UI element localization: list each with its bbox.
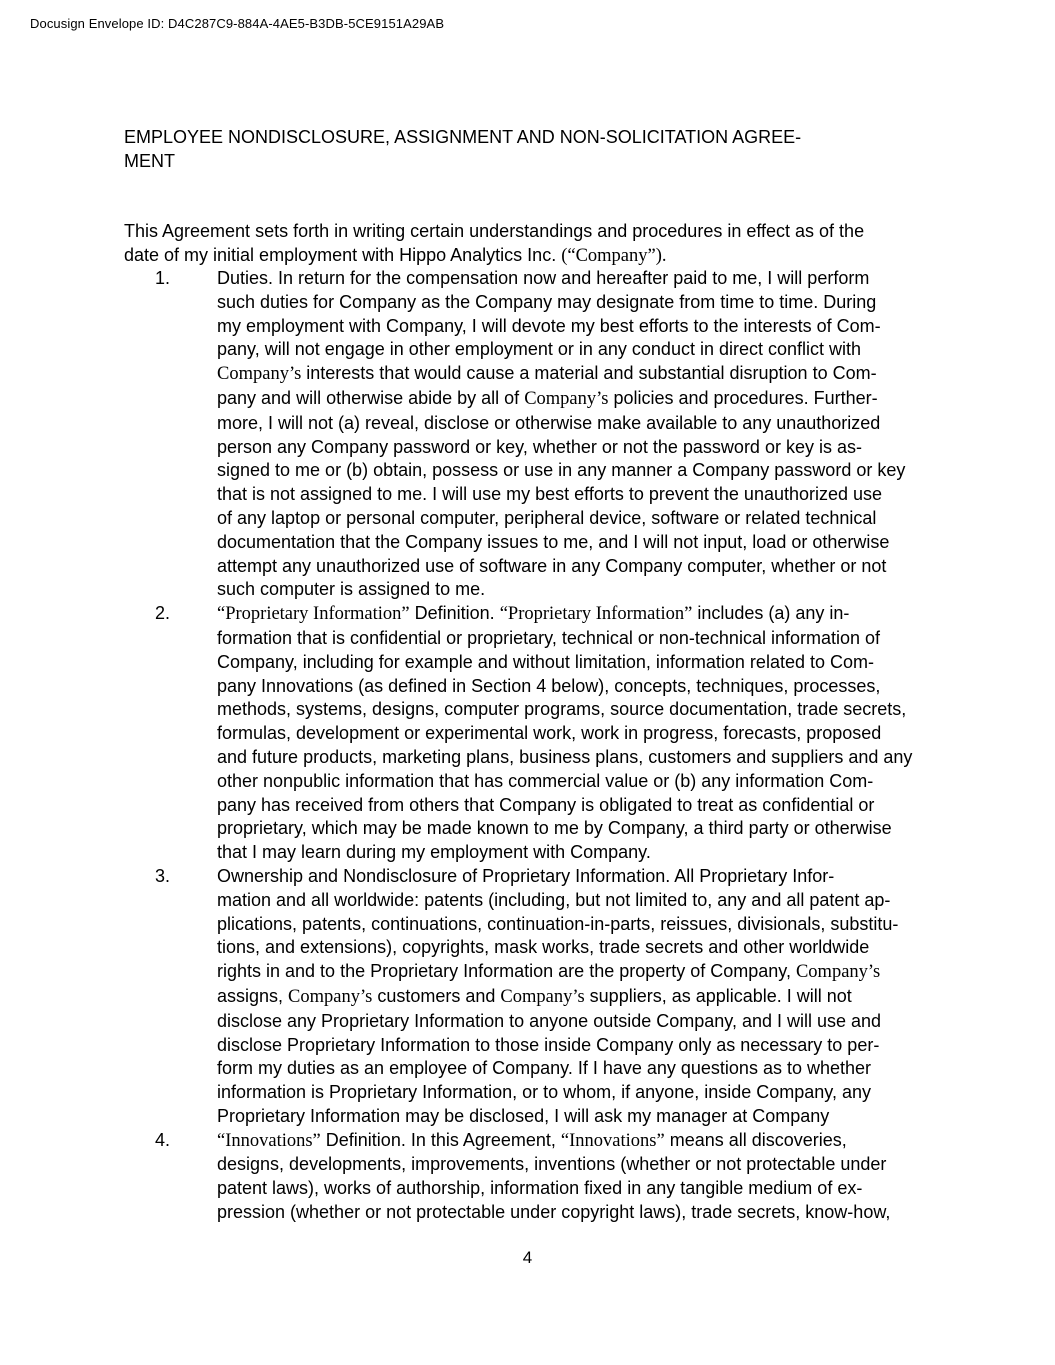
section-line	[217, 602, 934, 627]
section-line: pression (whether or not protectable under copyright laws), trade secrets, know-how,	[217, 1202, 891, 1223]
section-line: Company, including for example and without limitation, information related to Com-	[217, 651, 874, 672]
company-possessive: Company’s	[500, 986, 585, 1007]
numbered-sections	[124, 267, 934, 1225]
section-line: tions, and extensions), copyrights, mask works, trade secrets and other worldwide	[217, 937, 870, 958]
title-line-1: EMPLOYEE NONDISCLOSURE, ASSIGNMENT AND NON-SOLICITATION AGREE-	[124, 127, 802, 147]
defined-term: “Proprietary Information”	[499, 604, 693, 625]
section-line	[217, 1129, 934, 1154]
company-possessive: Company’s	[217, 364, 302, 385]
section-number: 3.	[155, 865, 171, 886]
section-duties	[124, 267, 934, 602]
section-line: plications, patents, continuations, continuation-in-parts, reissues, divisionals, substitu-	[217, 913, 899, 934]
section-number: 1.	[155, 268, 171, 288]
line-text: pany and will otherwise abide by all of	[217, 387, 525, 408]
line-text: assigns,	[217, 985, 289, 1006]
section-line: pany, will not engage in other employment or in any conduct in direct conflict with	[217, 339, 862, 360]
section-line: of any laptop or personal computer, peripheral device, software or related technical	[217, 507, 877, 528]
section-line	[217, 985, 934, 1010]
section-line: other nonpublic information that has commercial value or (b) any information Com-	[217, 770, 874, 791]
section-ownership-nondisclosure	[124, 865, 934, 1129]
section-line: and future products, marketing plans, business plans, customers and suppliers and any	[217, 746, 913, 767]
section-line: such computer is assigned to me.	[217, 579, 486, 600]
section-line: that I may learn during my employment with Company.	[217, 842, 651, 863]
defined-term: “Innovations”	[217, 1130, 321, 1151]
document-title	[124, 125, 904, 173]
intro-line-2	[124, 244, 924, 269]
section-line: that is not assigned to me. I will use my best efforts to prevent the unauthorized use	[217, 484, 883, 505]
section-line: methods, systems, designs, computer programs, source documentation, trade secrets,	[217, 699, 907, 720]
section-line: formation that is confidential or proprietary, technical or non-technical information of	[217, 627, 881, 648]
section-line	[217, 362, 934, 387]
company-possessive: Company’s	[795, 962, 881, 983]
company-possessive: Company’s	[524, 388, 609, 409]
section-line: signed to me or (b) obtain, possess or use in any manner a Company password or key	[217, 460, 906, 481]
section-line: more, I will not (a) reveal, disclose or otherwise make available to any unauthorized	[217, 412, 881, 433]
defined-term: “Innovations”	[560, 1130, 665, 1151]
line-text: rights in and to the Proprietary Information are the property of Company,	[217, 961, 796, 982]
section-line: designs, developments, improvements, inventions (whether or not protectable under	[217, 1154, 887, 1175]
section-proprietary-information-definition	[124, 602, 934, 865]
section-line	[217, 387, 934, 412]
section-line: form my duties as an employee of Company. If I have any questions as to whether	[217, 1058, 872, 1079]
section-line: Duties. In return for the compensation now and hereafter paid to me, I will perform	[217, 268, 870, 288]
line-text: policies and procedures. Further-	[608, 387, 878, 408]
intro-paragraph	[124, 220, 924, 269]
title-line-2: MENT	[124, 151, 175, 171]
section-line: information is Proprietary Information, or to whom, if anyone, inside Company, any	[217, 1082, 871, 1103]
line-text: suppliers, as applicable. I will not	[584, 985, 852, 1006]
section-line: Proprietary Information may be disclosed, I will ask my manager at Company	[217, 1105, 830, 1126]
line-text: means all discoveries,	[664, 1129, 847, 1150]
intro-company-defined-term: (“Company”).	[561, 245, 667, 266]
section-number: 4.	[155, 1129, 171, 1150]
section-innovations-definition	[124, 1129, 934, 1225]
section-line: pany Innovations (as defined in Section 4 below), concepts, techniques, processes,	[217, 675, 881, 696]
company-possessive: Company’s	[288, 986, 373, 1007]
intro-line-1: This Agreement sets forth in writing certain understandings and procedures in effect as of the	[124, 221, 865, 241]
section-line: disclose Proprietary Information to those inside Company only as necessary to per-	[217, 1034, 880, 1055]
section-line: patent laws), works of authorship, information fixed in any tangible medium of ex-	[217, 1178, 863, 1199]
intro-line-2-text: date of my initial employment with Hippo Analytics Inc.	[124, 244, 562, 265]
section-line: proprietary, which may be made known to me by Company, a third party or otherwise	[217, 818, 892, 839]
line-text: Definition.	[409, 603, 500, 624]
section-line	[217, 960, 934, 985]
line-text: customers and	[372, 985, 501, 1006]
defined-term: “Proprietary Information”	[217, 604, 410, 625]
line-text: includes (a) any in-	[692, 603, 850, 624]
page-number: 4	[522, 1248, 533, 1267]
section-number: 2.	[155, 603, 171, 624]
section-line: my employment with Company, I will devote my best efforts to the interests of Com-	[217, 315, 881, 336]
section-line: pany has received from others that Company is obligated to treat as confidential or	[217, 794, 875, 815]
section-line: formulas, development or experimental work, work in progress, forecasts, proposed	[217, 723, 882, 744]
docusign-envelope-id: Docusign Envelope ID: D4C287C9-884A-4AE5-B3DB-5CE9151A29AB	[30, 16, 445, 31]
section-line: Ownership and Nondisclosure of Proprietary Information. All Proprietary Infor-	[217, 865, 835, 886]
section-line: such duties for Company as the Company may designate from time to time. During	[217, 291, 877, 312]
section-line: person any Company password or key, whether or not the password or key is as-	[217, 436, 862, 457]
line-text: Definition. In this Agreement,	[320, 1129, 561, 1150]
section-line: mation and all worldwide: patents (including, but not limited to, any and all patent ap-	[217, 889, 891, 910]
section-line: documentation that the Company issues to me, and I will not input, load or otherwise	[217, 531, 890, 552]
line-text: interests that would cause a material and substantial disruption to Com-	[301, 363, 877, 384]
section-line: attempt any unauthorized use of software in any Company computer, whether or not	[217, 555, 887, 576]
section-line: disclose any Proprietary Information to anyone outside Company, and I will use and	[217, 1010, 882, 1031]
